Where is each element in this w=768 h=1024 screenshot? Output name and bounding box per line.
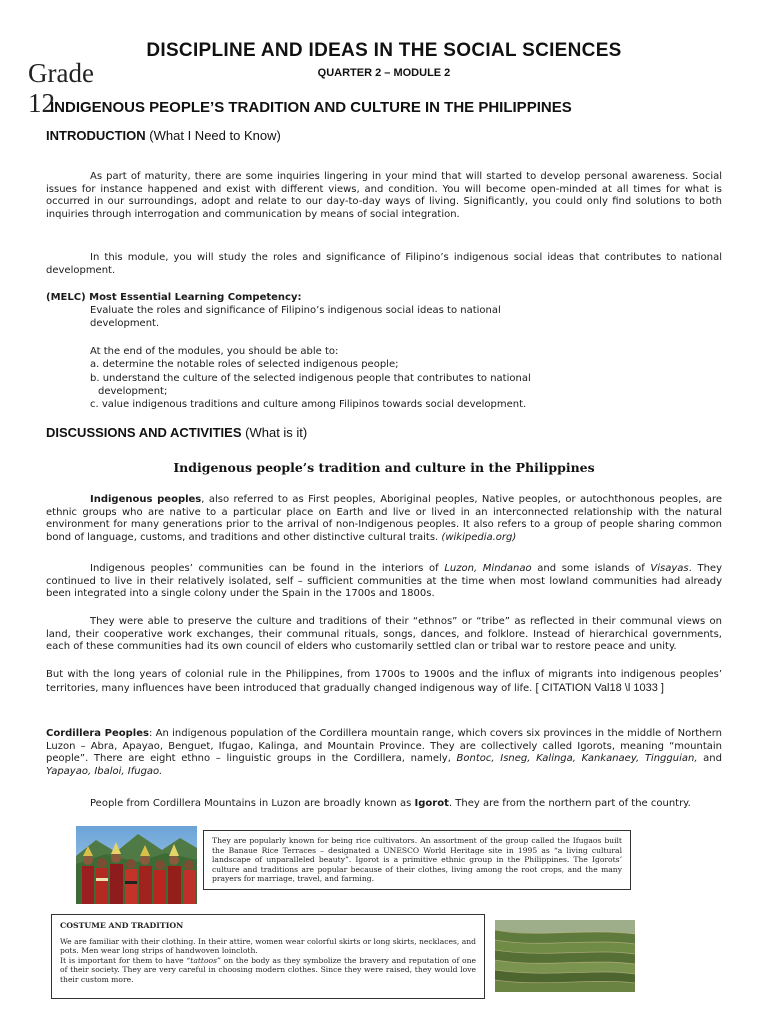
term-indigenous-peoples: Indigenous peoples <box>90 494 202 505</box>
costume-tattoos: “tattoos” <box>186 955 221 965</box>
objective-c: c. value indigenous traditions and culture among Filipinos towards social development. <box>90 399 527 410</box>
melc-line-2: development. <box>90 318 160 329</box>
p5-last-groups: Yapayao, Ibaloi, Ifugao. <box>46 765 163 777</box>
grade-label: Grade 12 <box>28 58 94 118</box>
p2-text-b: and some islands of <box>531 563 651 574</box>
p2-places: Luzon, Mindanao <box>444 563 532 574</box>
costume-tradition-title: COSTUME AND TRADITION <box>60 921 184 930</box>
discussions-heading-label: DISCUSSIONS AND ACTIVITIES <box>46 425 242 440</box>
intro-paragraph-2: In this module, you will study the roles and significance of Filipino’s indigenous social ideas that contributes to national development. <box>46 252 722 276</box>
costume-p2-text-b: on the body as they symbolize the bravery and reputation of one of their society. They are very careful in choosing modern clothes. Since they were raised, they would love their custom more. <box>60 955 476 984</box>
costume-paragraph-2 <box>60 956 476 985</box>
p5-groups: Bontoc, Isneg, Kalinga, Kankanaey, Tingguian, <box>456 753 698 765</box>
citation-placeholder: [ CITATION Val18 \l 1033 ] <box>535 681 664 694</box>
intro-paragraph-1: As part of maturity, there are some inquiries lingering in your mind that will started to develop personal awareness. Social issues for instance happened and exist with different views, and condition. You will become open-minded at all times for what is occurred in our surroundings, adopt and relate to our day-to-day ways of living. Significantly, you could only find solutions to both inquiries through interrogation and communication by means of social integration. <box>46 171 722 220</box>
costume-p2-text-a: It is important for them to have <box>60 955 187 965</box>
igorot-info-box <box>203 830 631 890</box>
discussion-paragraph-5 <box>46 728 722 778</box>
rice-terraces-illustration <box>495 920 635 992</box>
discussion-paragraph-6 <box>46 798 722 811</box>
objective-b-line-1: b. understand the culture of the selected indigenous people that contributes to national <box>90 373 531 384</box>
costume-paragraph-1: We are familiar with their clothing. In their attire, women wear colorful skirts or long skirts, necklaces, and pots. Men wear long strips of handwoven loincloth. <box>60 936 476 956</box>
discussion-paragraph-1 <box>46 494 722 544</box>
p5-text: : An indigenous population of the Cordillera mountain range, which covers six provinces in the middle of Northern Luzon – Abra, Apayao, Benguet, Ifugao, Kalinga, and Mountain Province. They are collectively called Igorots, meaning “mountain people”. There are eight ethno – linguistic groups in the Cordillera, namely, <box>46 728 722 765</box>
igorot-people-photo <box>76 826 197 904</box>
p2-text-a: Indigenous peoples’ communities can be found in the interiors of <box>90 563 445 574</box>
p6-text-b: . They are from the northern part of the country. <box>448 798 691 809</box>
discussion-paragraph-3: They were able to preserve the culture and traditions of their “ethnos” or “tribe” as reflected in their communal views on land, their cooperative work exchanges, their communal rituals, songs, dances, and folklore. Instead of hierarchical governments, each of these communities had its own council of elders who customarily settled clan or tribal war to restore peace and unity. <box>46 616 722 653</box>
module-subtitle: INDIGENOUS PEOPLE’S TRADITION AND CULTURE IN THE PHILIPPINES <box>50 99 572 116</box>
discussion-paragraph-4 <box>46 669 722 695</box>
igorot-people-illustration <box>76 826 197 904</box>
p2-text-c: . They continued to live in their relatively isolated, self – sufficient communities at the time when most lowland communities had already been integrated into a single colony under the Spain in the 1700s and 1800s. <box>46 563 723 600</box>
p4-text: But with the long years of colonial rule in the Philippines, from 1700s to 1900s and the influx of migrants into indigenous peoples’ territories, many influences have been introduced that gradually changed indigenous way of life. <box>46 669 722 694</box>
discussion-paragraph-1-text: , also referred to as First peoples, Aboriginal peoples, Native peoples, or autochthonous peoples, are ethnic groups who are native to a particular place on Earth and live or lived in an interconnected relationship with the natural environment for many generations prior to the arrival of non-Indigenous peoples. It also refers to a group of people sharing common bond of language, customs, and traditions and other distinctive cultural traits. <box>46 494 722 543</box>
source-wikipedia: (wikipedia.org) <box>441 531 517 543</box>
document-title: DISCIPLINE AND IDEAS IN THE SOCIAL SCIENCES <box>146 40 622 61</box>
quarter-module-label: QUARTER 2 – MODULE 2 <box>317 67 451 79</box>
introduction-heading <box>46 128 281 143</box>
objective-a: a. determine the notable roles of selected indigenous people; <box>90 359 399 370</box>
melc-heading: (MELC) Most Essential Learning Competency: <box>46 292 302 303</box>
melc-line-1: Evaluate the roles and significance of Filipino’s indigenous social ideas to national <box>90 305 501 316</box>
term-cordillera-peoples: Cordillera Peoples <box>46 728 149 739</box>
objective-b-line-2: development; <box>98 386 168 397</box>
introduction-heading-sub: (What I Need to Know) <box>149 128 281 143</box>
introduction-heading-label: INTRODUCTION <box>46 128 146 143</box>
objectives-intro: At the end of the modules, you should be able to: <box>90 346 339 357</box>
discussions-heading-sub: (What is it) <box>245 425 308 440</box>
p5-and: and <box>697 753 722 765</box>
section-title: Indigenous people’s tradition and culture in the Philippines <box>173 460 595 475</box>
igorot-info-text: They are popularly known for being rice cultivators. An assortment of the group called the Ifugaos built the Banaue Rice Terraces – designated a UNESCO World Heritage site in 1995 as “a living cultural landscape of unparalleled beauty”. Igorot is a primitive ethnic group in the Philippines. The Igorots’ culture and traditions are popular because of their clothes, living among the root crops, and the many prayers for marriage, travel, and farming. <box>212 836 622 884</box>
costume-tradition-box <box>51 914 485 999</box>
discussion-paragraph-2 <box>46 563 722 601</box>
discussions-heading <box>46 425 307 440</box>
p2-visayas: Visayas <box>650 563 689 574</box>
rice-terraces-photo <box>495 920 635 992</box>
term-igorot: Igorot <box>414 798 449 809</box>
p6-text-a: People from Cordillera Mountains in Luzon are broadly known as <box>90 798 415 809</box>
